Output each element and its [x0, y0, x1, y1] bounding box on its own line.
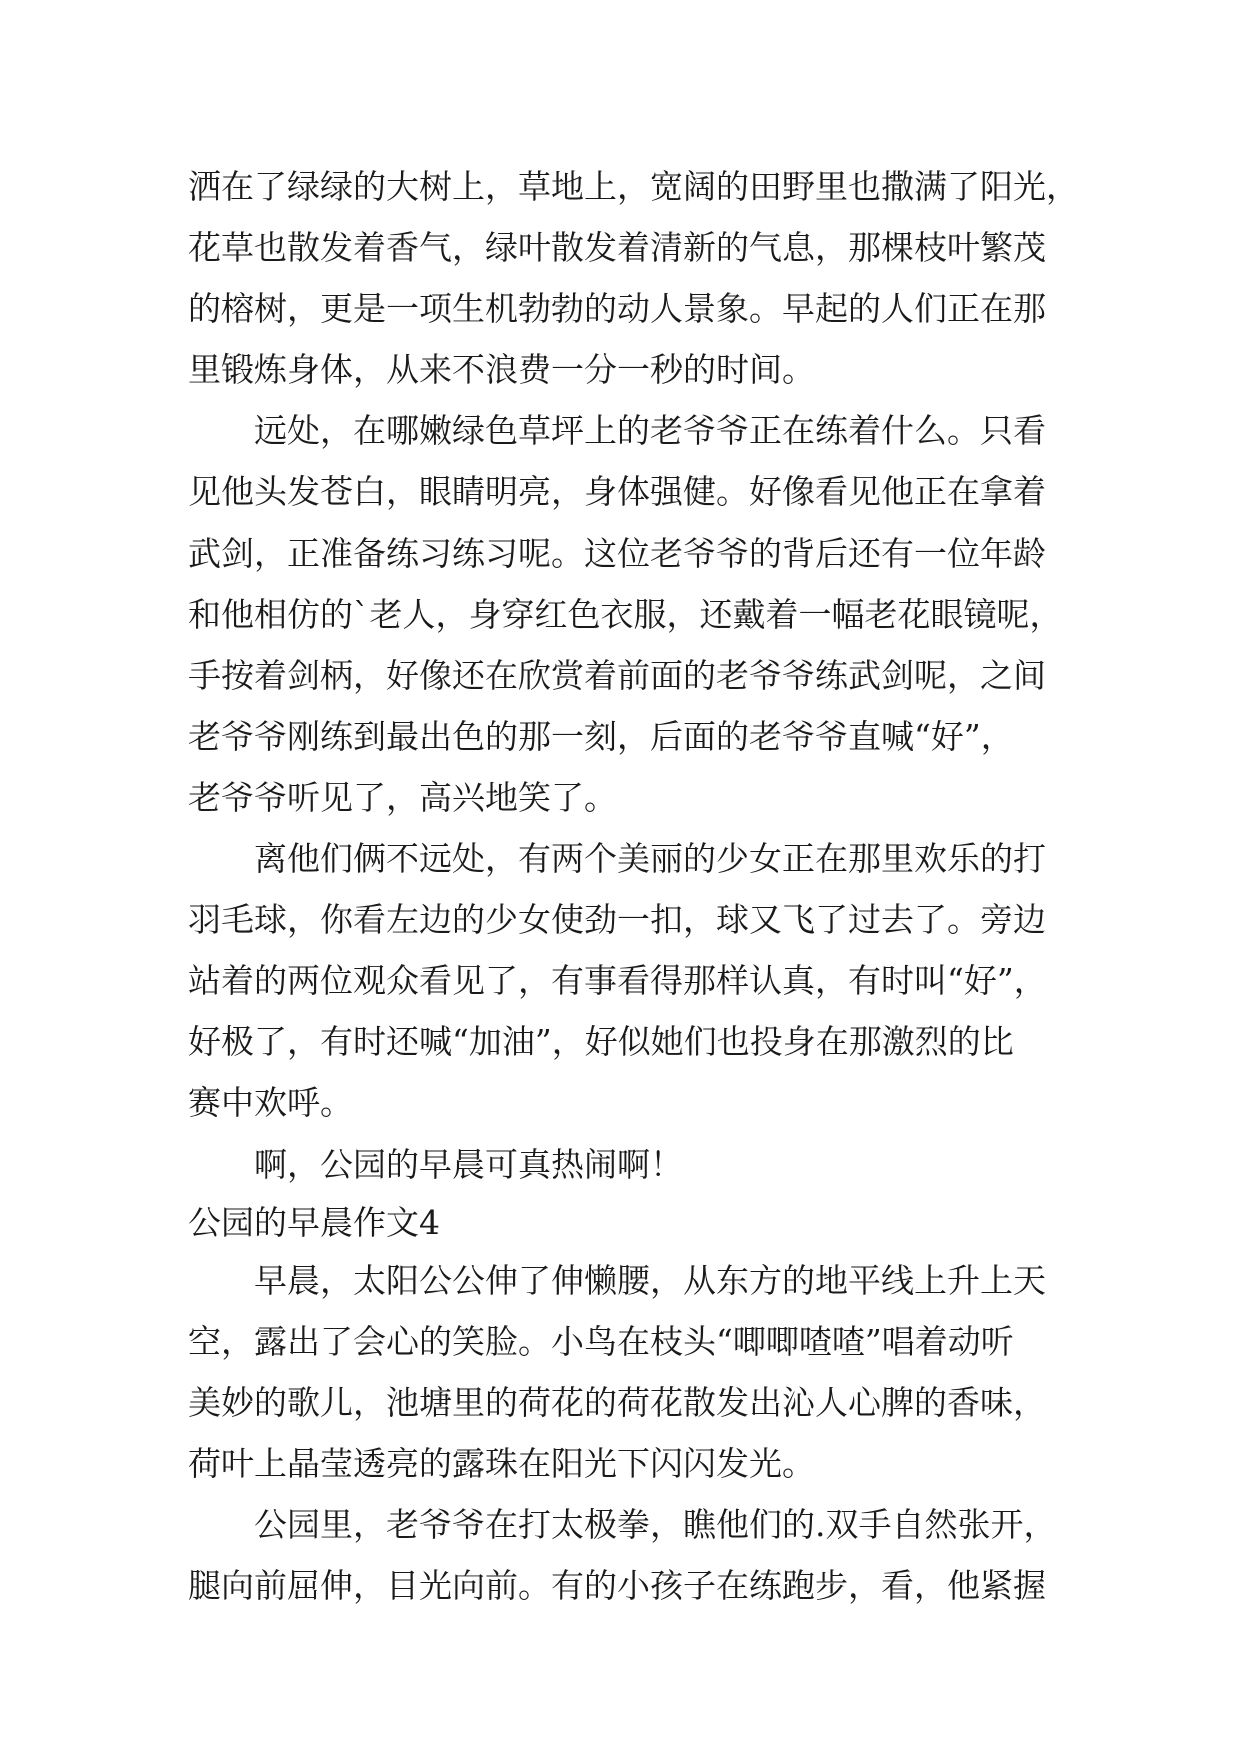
text-line: 站着的两位观众看见了，有事看得那样认真，有时叫“好”，: [188, 961, 1047, 1001]
text-line: 空，露出了会心的笑脸。小鸟在枝头“唧唧喳喳”唱着动听: [188, 1321, 1014, 1361]
text-line: 手按着剑柄，好像还在欣赏着前面的老爷爷练武剑呢，之间: [188, 655, 1046, 695]
text-line: 的榕树，更是一项生机勃勃的动人景象。早起的人们正在那: [188, 289, 1046, 329]
text-line: 羽毛球，你看左边的少女使劲一扣，球又飞了过去了。旁边: [188, 900, 1046, 940]
text-line: 远处，在哪嫩绿色草坪上的老爷爷正在练着什么。只看: [254, 411, 1046, 451]
text-line: 腿向前屈伸，目光向前。有的小孩子在练跑步，看，他紧握: [188, 1566, 1046, 1606]
text-line: 老爷爷听见了，高兴地笑了。: [188, 777, 617, 817]
text-line: 见他头发苍白，眼睛明亮，身体强健。好像看见他正在拿着: [188, 472, 1046, 512]
text-line: 啊，公园的早晨可真热闹啊！: [254, 1144, 683, 1184]
text-line: 里锻炼身体，从来不浪费一分一秒的时间。: [188, 350, 815, 390]
text-line: 好极了，有时还喊“加油”，好似她们也投身在那激烈的比: [188, 1022, 1014, 1062]
text-line: 和他相仿的`老人，身穿红色衣服，还戴着一幅老花眼镜呢，: [188, 594, 1063, 634]
text-line: 赛中欢呼。: [188, 1083, 353, 1123]
text-line: 早晨，太阳公公伸了伸懒腰，从东方的地平线上升上天: [254, 1260, 1046, 1300]
text-line: 离他们俩不远处，有两个美丽的少女正在那里欢乐的打: [254, 839, 1046, 879]
text-line: 荷叶上晶莹透亮的露珠在阳光下闪闪发光。: [188, 1443, 815, 1483]
section-heading: 公园的早晨作文4: [188, 1202, 440, 1242]
text-line: 公园里，老爷爷在打太极拳，瞧他们的.双手自然张开，: [254, 1504, 1057, 1544]
text-line: 洒在了绿绿的大树上，草地上，宽阔的田野里也撒满了阳光，: [188, 167, 1079, 206]
text-line: 老爷爷刚练到最出色的那一刻，后面的老爷爷直喊“好”，: [188, 716, 1014, 756]
text-line: 武剑，正准备练习练习呢。这位老爷爷的背后还有一位年龄: [188, 533, 1046, 573]
text-line: 美妙的歌儿，池塘里的荷花的荷花散发出沁人心脾的香味，: [188, 1382, 1046, 1422]
text-line: 花草也散发着香气，绿叶散发着清新的气息，那棵枝叶繁茂: [188, 228, 1046, 268]
document-body: [188, 156, 1079, 1616]
